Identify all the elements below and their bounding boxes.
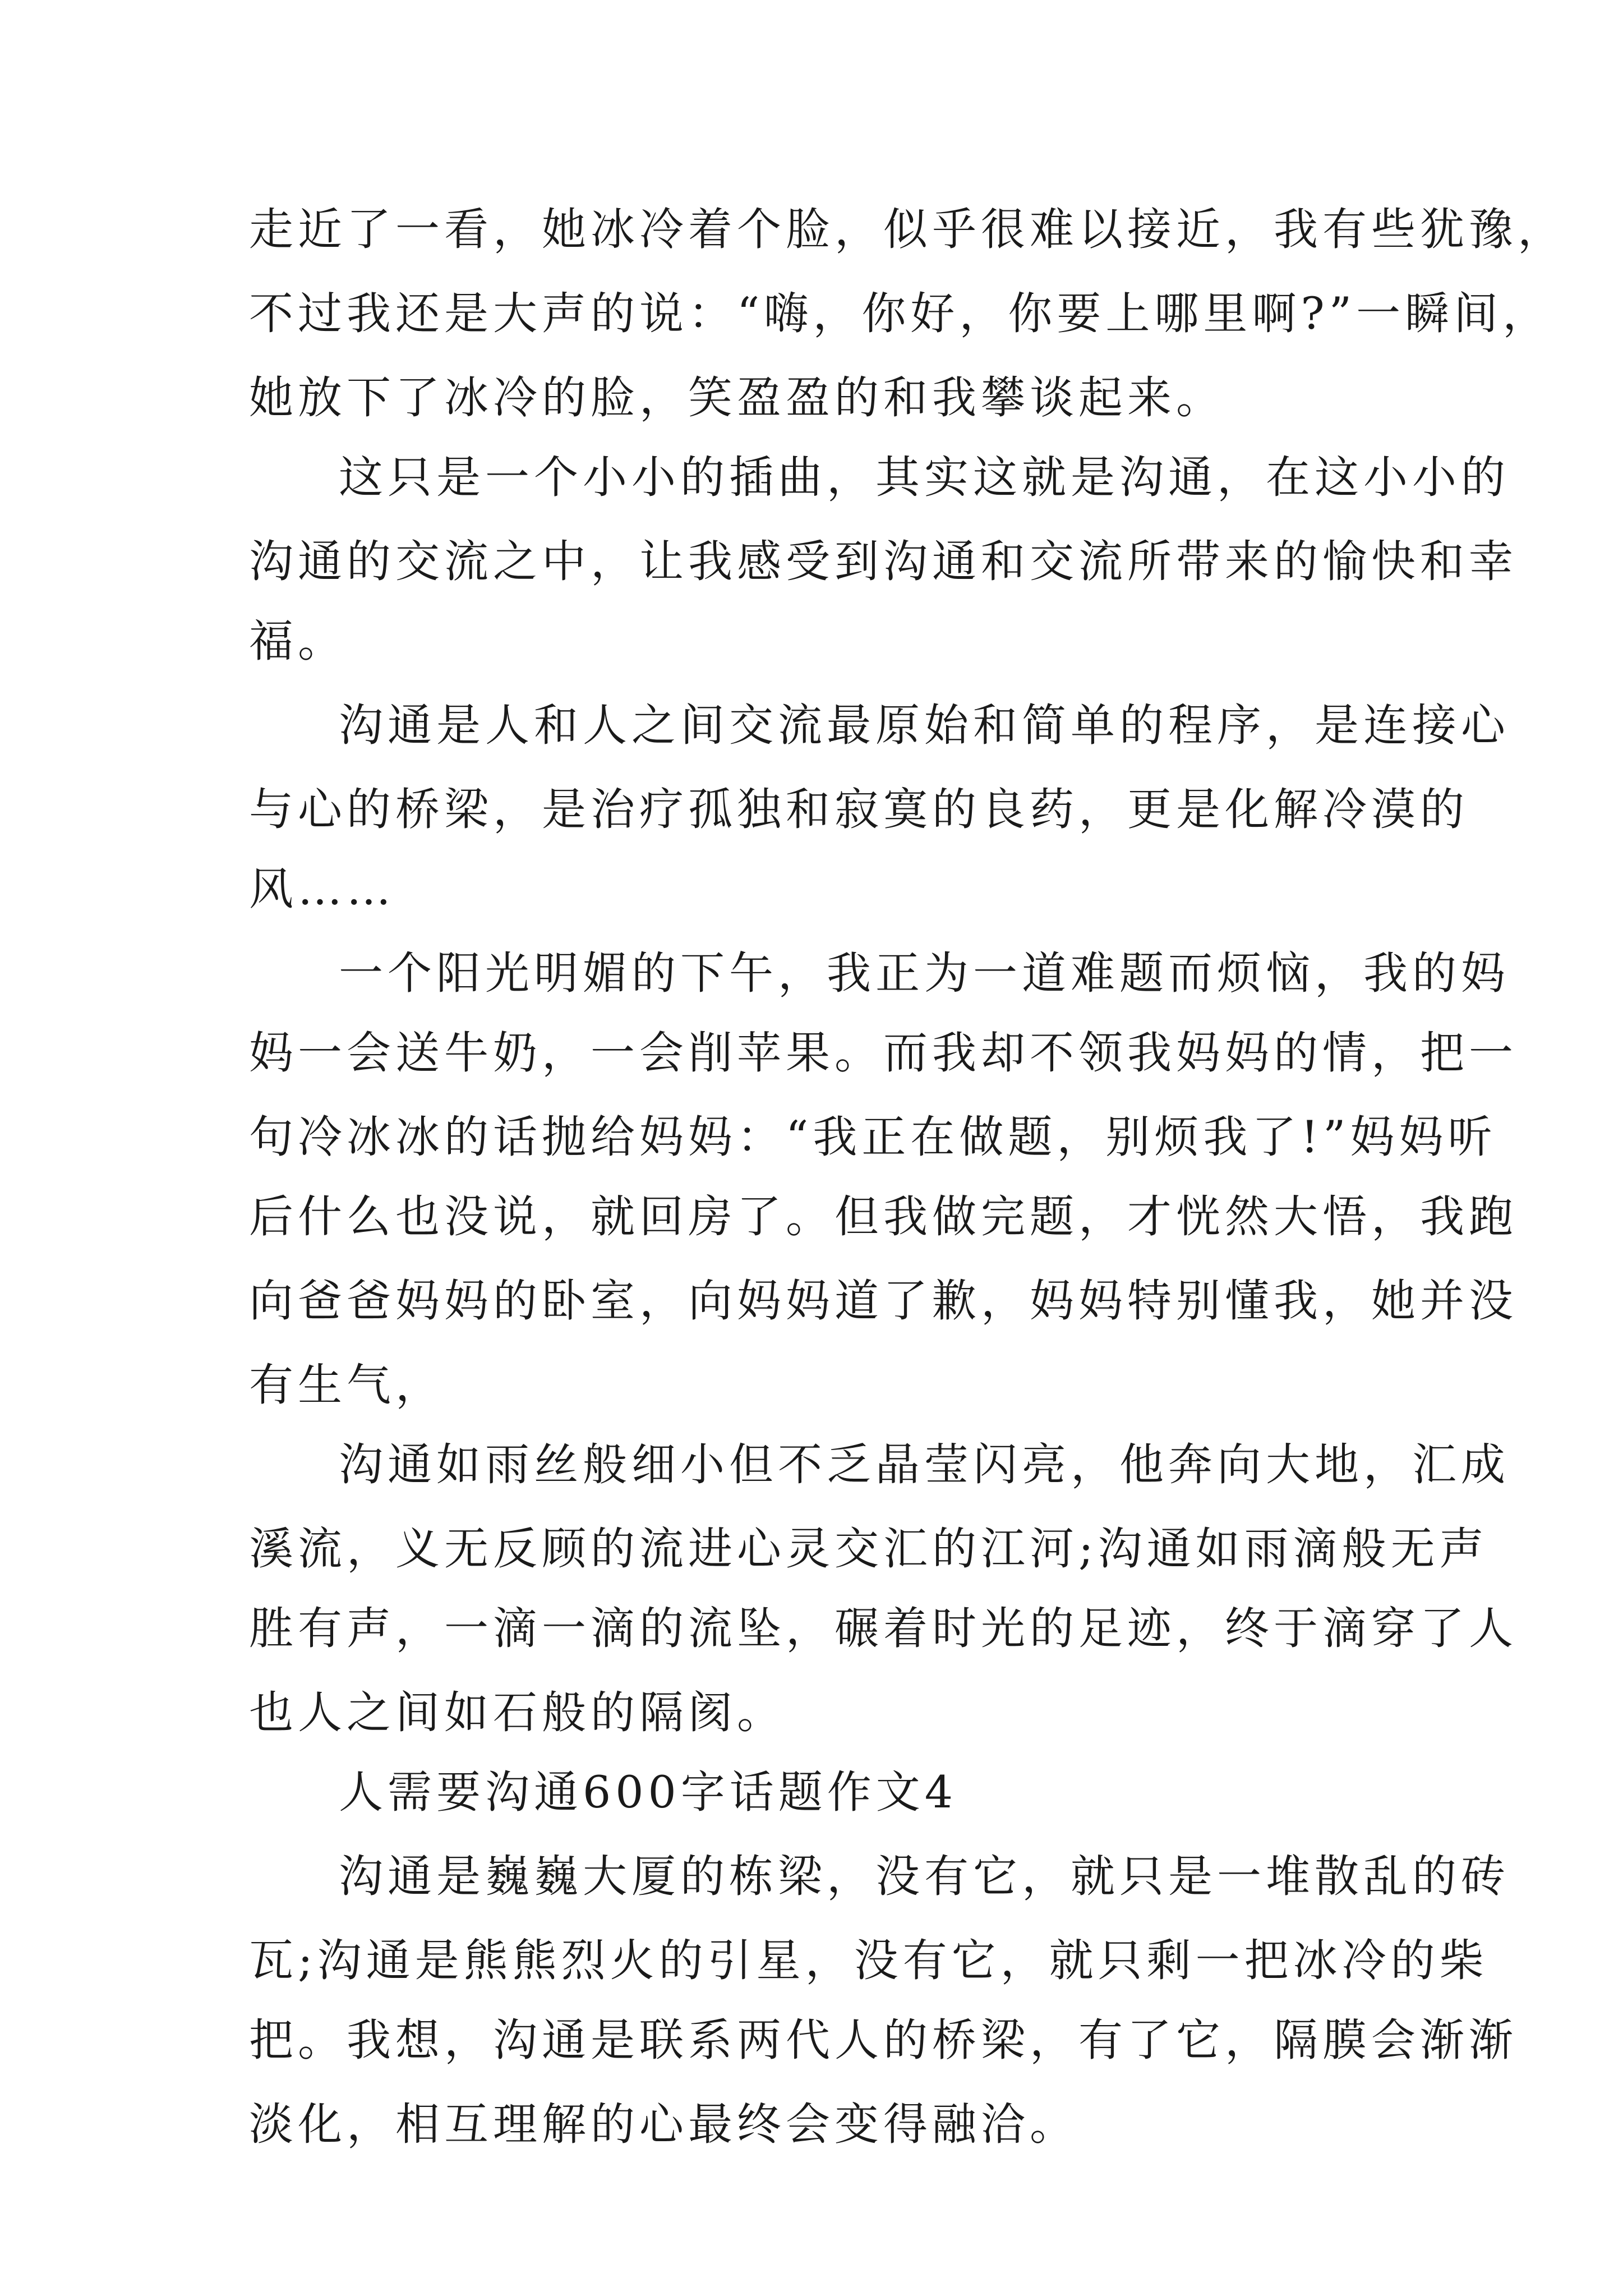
text-line: 瓦;沟通是熊熊烈火的引星，没有它，就只剩一把冰冷的柴 bbox=[249, 1935, 1488, 1986]
text-line: 也人之间如石般的隔阂。 bbox=[249, 1687, 786, 1738]
text-line: 向爸爸妈妈的卧室，向妈妈道了歉，妈妈特别懂我，她并没 bbox=[249, 1275, 1518, 1327]
paragraph-first-line: 沟通如雨丝般细小但不乏晶莹闪亮，他奔向大地，汇成 bbox=[339, 1439, 1510, 1490]
text-line: 后什么也没说，就回房了。但我做完题，才恍然大悟，我跑 bbox=[249, 1191, 1518, 1243]
text-line: 把。我想，沟通是联系两代人的桥梁，有了它，隔膜会渐渐 bbox=[249, 2014, 1518, 2066]
text-line: 与心的桥梁，是治疗孤独和寂寞的良药，更是化解冷漠的 bbox=[249, 784, 1469, 835]
text-line: 有生气， bbox=[249, 1359, 444, 1411]
text-line: 走近了一看，她冰冷着个脸，似乎很难以接近，我有些犹豫， bbox=[249, 204, 1566, 255]
text-line: 风…… bbox=[249, 863, 395, 915]
paragraph-first-line: 这只是一个小小的插曲，其实这就是沟通，在这小小的 bbox=[339, 452, 1510, 503]
text-line: 胜有声，一滴一滴的流坠，碾着时光的足迹，终于滴穿了人 bbox=[249, 1603, 1518, 1654]
paragraph-first-line: 沟通是人和人之间交流最原始和简单的程序，是连接心 bbox=[339, 700, 1510, 751]
text-line: 妈一会送牛奶，一会削苹果。而我却不领我妈妈的情，把一 bbox=[249, 1027, 1518, 1079]
text-line: 她放下了冰冷的脸，笑盈盈的和我攀谈起来。 bbox=[249, 372, 1225, 424]
paragraph-first-line: 一个阳光明媚的下午，我正为一道难题而烦恼，我的妈 bbox=[339, 947, 1510, 999]
text-line: 不过我还是大声的说：“嗨，你好，你要上哪里啊?”一瞬间， bbox=[249, 288, 1552, 339]
text-line: 淡化，相互理解的心最终会变得融洽。 bbox=[249, 2099, 1078, 2150]
paragraph-first-line: 沟通是巍巍大厦的栋梁，没有它，就只是一堆散乱的砖 bbox=[339, 1851, 1510, 1902]
text-line: 句冷冰冰的话抛给妈妈：“我正在做题，别烦我了!”妈妈听 bbox=[249, 1111, 1497, 1163]
section-heading: 人需要沟通600字话题作文4 bbox=[339, 1766, 958, 1818]
text-line: 福。 bbox=[249, 615, 347, 667]
text-line: 沟通的交流之中，让我感受到沟通和交流所带来的愉快和幸 bbox=[249, 536, 1518, 587]
text-line: 溪流，义无反顾的流进心灵交汇的江河;沟通如雨滴般无声 bbox=[249, 1523, 1488, 1575]
